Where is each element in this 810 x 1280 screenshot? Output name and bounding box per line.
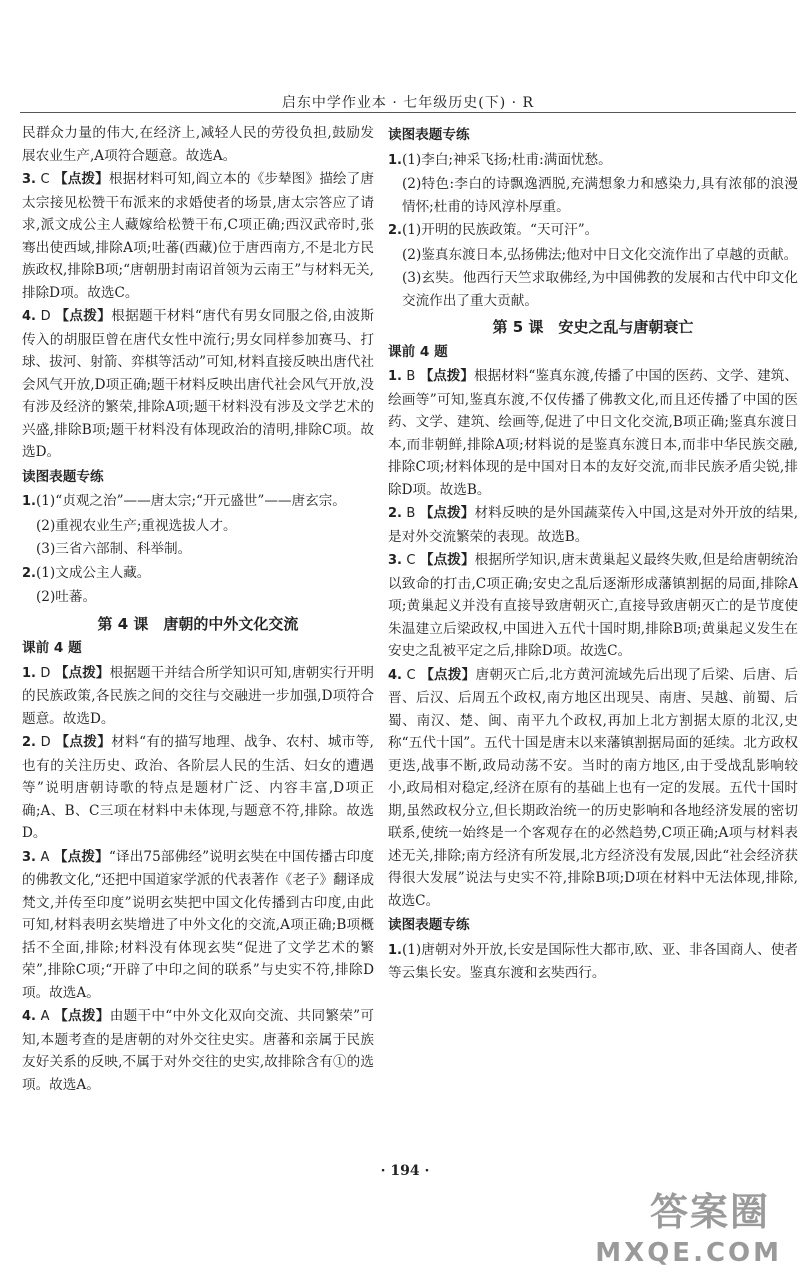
answer-item [22, 662, 374, 731]
continued-text: 民群众力量的伟大,在经济上,减轻人民的劳役负担,鼓励发展农业生产,A项符合题意。故选A。 [22, 125, 374, 164]
answer-text: 由题干中“中外文化双向交流、共同繁荣”可知,本题考查的是唐朝的对外交往史实。唐蕃和亲属于民族友好关系的反映,不属于对外交往的史实,故排除含有①的选项。故选A。 [22, 1008, 374, 1093]
answer-item [388, 219, 798, 243]
answer-text: 根据题干并结合所学知识可知,唐朝实行开明的民族政策,各民族之间的交往与交融进一步加强,D项符合题意。故选D。 [22, 664, 375, 727]
answer-item [388, 939, 798, 985]
sub-answer: (3)玄奘。他西行天竺求取佛经,为中国佛教的发展和古代中印文化交流作出了重大贡献。 [402, 270, 798, 309]
hint-tag: 【点拨】 [419, 368, 474, 384]
sub-answer: (2)鉴真东渡日本,弘扬佛法;他对中日文化交流作出了卓越的贡献。 [402, 246, 798, 263]
question-number: 1. [388, 942, 402, 958]
watermark-line2: MXQE.COM [595, 1238, 782, 1268]
answer-item [22, 490, 374, 514]
question-number: 3. [22, 849, 36, 865]
answer-choice: C [406, 667, 416, 683]
right-column [388, 122, 798, 986]
answer-item [22, 305, 374, 464]
answer-text: (1)唐朝对外开放,长安是国际性大都市,欧、亚、非各国商人、使者等云集长安。鉴真东渡和玄奘西行。 [388, 941, 798, 981]
answer-choice: A [40, 1009, 50, 1024]
answer-item [22, 168, 374, 304]
section-heading: 读图表题专练 [22, 468, 104, 485]
answer-text: (1)文成公主人藏。 [35, 564, 151, 581]
answer-choice: A [40, 849, 50, 865]
answer-item [388, 549, 798, 663]
question-number: 2. [22, 565, 36, 581]
answer-item [388, 664, 798, 913]
question-number: 3. [22, 172, 36, 187]
question-number: 1. [388, 152, 402, 168]
hint-tag: 【点拨】 [55, 734, 112, 750]
running-header: 启东中学作业本 · 七年级历史(下) · R [281, 95, 535, 111]
lesson-title: 第 5 课 安史之乱与唐朝衰亡 [492, 318, 694, 336]
answer-text: 根据题干材料“唐代有男女同服之俗,由波斯传入的胡服臣曾在唐代女性中流行;男女同样参加赛马、打球、拔河、射箭、弈棋等活动”可知,材料直接反映出唐代社会风气开放,D项正确;题干材料反映出唐代社会风气开放,没有涉及经济的繁荣,排除A项;题干材料没有涉及文学艺术的兴盛,排除B项;题干材料没有体现政治的清明,排除C项。故选D。 [22, 308, 374, 460]
answer-text: (1)“贞观之治”——唐太宗;“开元盛世”——唐玄宗。 [35, 493, 346, 509]
answer-choice: C [406, 553, 416, 568]
question-number: 1. [22, 665, 36, 681]
sub-answer: (2)吐蕃。 [36, 589, 97, 605]
answer-choice: B [406, 369, 416, 384]
answer-item [22, 846, 374, 1005]
answer-choice: D [40, 735, 51, 750]
answer-item [388, 365, 798, 501]
sub-answer: (2)重视农业生产;重视选拔人才。 [36, 517, 237, 534]
hint-tag: 【点拨】 [53, 171, 109, 187]
sub-answer: (2)特色:李白的诗飘逸洒脱,充满想象力和感染力,具有浓郁的浪漫情怀;杜甫的诗风淳朴厚重。 [402, 176, 798, 215]
question-number: 2. [388, 223, 402, 238]
answer-text: 唐朝灭亡后,北方黄河流域先后出现了后梁、后唐、后晋、后汉、后周五个政权,南方地区出现吴、南唐、吴越、前蜀、后蜀、南汉、楚、闽、南平九个政权,再加上北方割据太原的北汉,史称“五代十国”。五代十国是唐末以来藩镇割据局面的延续。北方政权更迭,战事不断,政局动荡不安。当时的南方地区,由于受战乱影响较小,政局相对稳定,经济在原有的基础上也有一定的发展。五代十国时期,虽然政权分立,但长期政治统一的历史影响和各地经济发展的密切联系,使统一始终是一个客观存在的必然趋势,C项正确;A项与材料表述无关,排除;南方经济有所发展,北方经济没有发展,因此“社会经济获得很大发展”说法与史实不符,排除B项;D项在材料中无法体现,排除,故选C。 [388, 666, 798, 909]
question-number: 3. [388, 553, 402, 568]
section-heading: 课前 4 题 [388, 343, 448, 360]
answer-item [22, 562, 374, 586]
answer-choice: D [40, 309, 51, 324]
lesson-title: 第 4 课 唐朝的中外文化交流 [97, 614, 299, 633]
question-number: 4. [22, 309, 36, 324]
section-heading: 读图表题专练 [388, 917, 470, 933]
answer-text: 材料“有的描写地理、战争、农村、城市等,也有的关注历史、政治、各阶层人民的生活、妇女的遭遇等”说明唐朝诗歌的特点是题材广泛、内容丰富,D项正确;A、B、C三项在材料中未体现,与题意不符,排除。故选D。 [22, 734, 374, 841]
hint-tag: 【点拨】 [55, 308, 112, 324]
answer-choice: D [40, 665, 51, 681]
answer-item [22, 1005, 374, 1096]
hint-tag: 【点拨】 [53, 848, 109, 865]
hint-tag: 【点拨】 [54, 1008, 110, 1024]
answer-text: (1)开明的民族政策。“天可汗”。 [401, 222, 599, 238]
answer-text: 材料反映的是外国蔬菜传入中国,这是对外开放的结果,是对外交流繁荣的表现。故选B。 [388, 505, 799, 545]
question-number: 4. [22, 1009, 36, 1024]
header-rule [20, 112, 796, 113]
answer-text: “译出75部佛经”说明玄奘在中国传播古印度的佛教文化,“还把中国道家学派的代表著作《老子》翻译成梵文,并传至印度”说明玄奘把中国文化传播到古印度,由此可知,材料表明玄奘增进了中外文化的交流,A项正确;B项概括不全面,排除;材料没有体现玄奘“促进了文学艺术的繁荣”,排除C项;“开辟了中印之间的联系”与史实不符,排除D项。故选A。 [22, 848, 375, 1001]
section-heading: 课前 4 题 [22, 640, 82, 656]
question-number: 2. [22, 735, 36, 750]
hint-tag: 【点拨】 [420, 666, 476, 683]
hint-tag: 【点拨】 [419, 552, 475, 568]
section-heading: 读图表题专练 [388, 127, 470, 143]
hint-tag: 【点拨】 [54, 664, 110, 681]
hint-tag: 【点拨】 [419, 505, 475, 521]
answer-item [388, 502, 798, 548]
answer-item [22, 731, 374, 845]
question-number: 2. [388, 506, 402, 521]
question-number: 1. [388, 369, 402, 384]
answer-text: 根据材料“鉴真东渡,传播了中国的医药、文学、建筑、绘画等”可知,鉴真东渡,不仅传播了佛教文化,而且还传播了中国的医药、文学、建筑、绘画等,促进了中日文化交流,B项正确;鉴真东渡日本,而非朝鲜,排除A项;材料说的是鉴真东渡日本,而非中华民族交融,排除C项;材料体现的是中国对日本的友好交流,而非民族矛盾尖锐,排除D项。故选B。 [388, 368, 798, 498]
answer-text: 根据材料可知,阎立本的《步辇图》描绘了唐太宗接见松赞干布派来的求婚使者的场景,唐太宗答应了请求,派文成公主人藏嫁给松赞干布,C项正确;西汉武帝时,张骞出使西域,排除A项;吐蕃(西藏)位于唐西南方,不是北方民族政权,排除B项;“唐朝册封南诏首领为云南王”与材料无关,排除D项。故选C。 [22, 171, 374, 301]
left-column [22, 122, 374, 1097]
watermark-line1: 答案圈 [649, 1190, 770, 1234]
sub-answer: (3)三省六部制、科举制。 [36, 541, 192, 557]
question-number: 1. [22, 494, 36, 509]
page-number: · 194 · [380, 1163, 430, 1179]
answer-item [388, 149, 798, 173]
answer-text: (1)李白;神采飞扬;杜甫:满面忧愁。 [401, 151, 612, 168]
question-number: 4. [388, 667, 402, 683]
answer-choice: B [406, 506, 416, 521]
answer-choice: C [40, 172, 50, 187]
answer-text: 根据所学知识,唐末黄巢起义最终失败,但是给唐朝统治以致命的打击,C项正确;安史之乱后逐渐形成藩镇割据的局面,排除A项;黄巢起义并没有直接导致唐朝灭亡,直接导致唐朝灭亡的是节度使朱温建立后梁政权,中国进入五代十国时期,排除B项;黄巢起义发生在安史之乱被平定之后,排除D项。故选C。 [388, 552, 799, 659]
